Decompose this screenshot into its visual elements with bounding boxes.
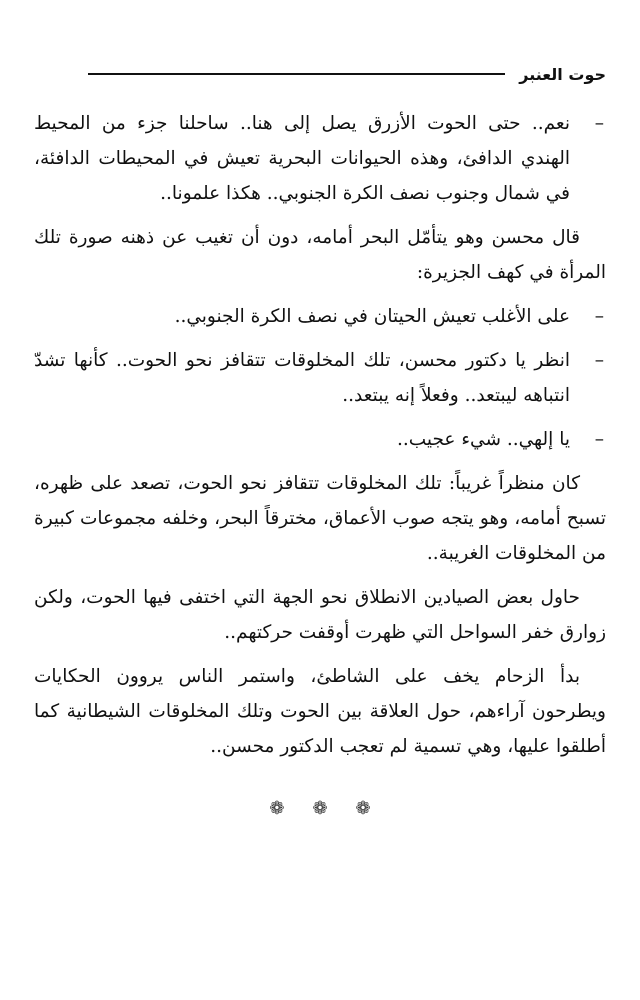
dialogue-text: انظر يا دكتور محسن، تلك المخلوقات تتقافز نحو الحوت.. كأنها تشدّ انتباهه ليبتعد.. وفعلاً إنه يبتعد.. — [34, 350, 570, 406]
flower-ornament-icon: ❁ — [269, 798, 285, 819]
dialogue-text: نعم.. حتى الحوت الأزرق يصل إلى هنا.. ساحلنا جزء من المحيط الهندي الدافئ، وهذه الحيوانات البحرية تعيش في المحيطات الدافئة، في شمال وجنوب نصف الكرة الجنوبي.. هكذا علمونا.. — [34, 113, 570, 204]
page-body — [34, 106, 606, 773]
dash-marker: – — [594, 306, 604, 327]
narration-paragraph — [34, 220, 606, 290]
dialogue-line — [34, 299, 606, 334]
dash-marker: – — [594, 113, 604, 134]
narration-paragraph — [34, 580, 606, 650]
narration-paragraph — [34, 466, 606, 571]
paragraph-text: بدأ الزحام يخف على الشاطئ، واستمر الناس يروون الحكايات ويطرحون آراءهم، حول العلاقة بين الحوت وتلك المخلوقات الشيطانية كما أطلقوا عليها، وهي تسمية لم تعجب الدكتور محسن.. — [34, 666, 606, 757]
dash-marker: – — [594, 429, 604, 450]
dialogue-text: يا إلهي.. شيء عجيب.. — [396, 429, 570, 450]
running-header — [88, 62, 606, 86]
narration-paragraph — [34, 659, 606, 764]
paragraph-text: حاول بعض الصيادين الانطلاق نحو الجهة التي اختفى فيها الحوت، ولكن زوارق خفر السواحل التي ظهرت أوقفت حركتهم.. — [34, 587, 606, 643]
header-rule — [88, 73, 505, 75]
dialogue-line — [34, 422, 606, 457]
dialogue-text: على الأغلب تعيش الحيتان في نصف الكرة الجنوبي.. — [174, 306, 570, 327]
paragraph-text: قال محسن وهو يتأمّل البحر أمامه، دون أن تغيب عن ذهنه صورة تلك المرأة في كهف الجزيرة: — [34, 227, 606, 283]
flower-ornament-icon: ❁ — [355, 798, 371, 819]
dash-marker: – — [594, 350, 604, 371]
dialogue-line — [34, 106, 606, 211]
paragraph-text: كان منظراً غريباً: تلك المخلوقات تتقافز نحو الحوت، تصعد على ظهره، تسبح أمامه، وهو يتجه صوب الأعماق، مخترقاً البحر، وخلفه مجموعات كبيرة من المخلوقات الغريبة.. — [34, 473, 606, 564]
flower-ornament-icon: ❁ — [312, 798, 328, 819]
section-break-ornaments — [0, 798, 640, 819]
running-header-title: حوت العنبر — [519, 64, 606, 84]
dialogue-line — [34, 343, 606, 413]
